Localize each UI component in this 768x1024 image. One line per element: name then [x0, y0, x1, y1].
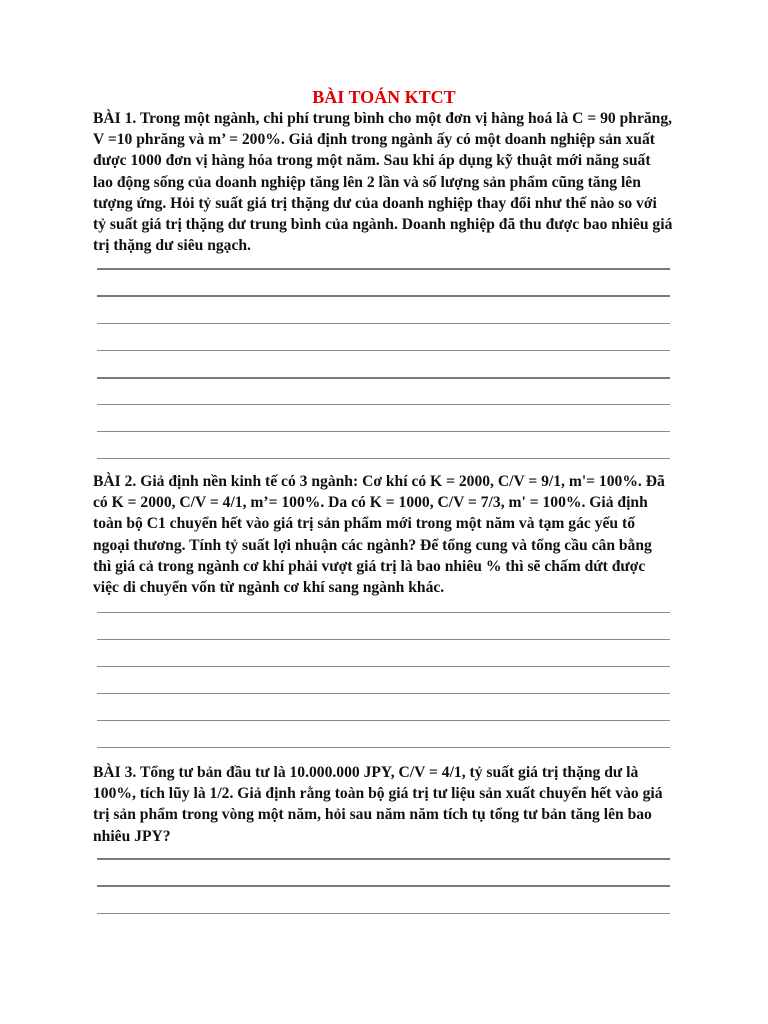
answer-line	[97, 639, 670, 640]
problem-3-text: BÀI 3. Tổng tư bản đầu tư là 10.000.000 JPY, C/V = 4/1, tỷ suất giá trị thặng dư là 100%, tích lũy là 1/2. Giả định rằng toàn bộ giá trị tư liệu sản xuất chuyển hết vào giá trị sản phẩm trong vòng một năm, hỏi sau năm năm tích tụ tổng tư bản tăng lên bao nhiêu JPY?	[93, 764, 663, 845]
answer-line	[97, 612, 670, 613]
answer-line	[97, 431, 670, 432]
answer-line	[97, 350, 670, 351]
problem-1-text: BÀI 1. Trong một ngành, chi phí trung bình cho một đơn vị hàng hoá là C = 90 phrăng, V =10 phrăng và m’ = 200%. Giả định trong ngành ấy có một doanh nghiệp sản xuất được 1000 đơn vị hàng hóa trong một năm. Sau khi áp dụng kỹ thuật mới năng suất lao động sống của doanh nghiệp tăng lên 2 lần và số lượng sản phẩm cũng tăng lên tượng ứng. Hỏi tỷ suất giá trị thặng dư của doanh nghiệp thay đổi như thế nào so với tỷ suất giá trị thặng dư trung bình của ngành. Doanh nghiệp đã thu được bao nhiêu giá trị thặng dư siêu ngạch.	[93, 110, 673, 255]
answer-line	[97, 913, 670, 914]
answer-line	[97, 747, 670, 748]
answer-line	[97, 295, 670, 297]
answer-line	[97, 858, 670, 860]
answer-line	[97, 885, 670, 887]
page-title: BÀI TOÁN KTCT	[312, 87, 456, 107]
answer-line	[97, 404, 670, 405]
answer-line	[97, 323, 670, 324]
answer-line	[97, 268, 670, 270]
answer-line	[97, 720, 670, 721]
answer-line	[97, 377, 670, 379]
answer-line	[97, 693, 670, 694]
problem-1-answer-lines	[97, 268, 670, 459]
answer-line	[97, 458, 670, 459]
problem-2-answer-lines	[97, 612, 670, 748]
problem-3-answer-lines	[97, 858, 670, 914]
answer-line	[97, 666, 670, 667]
problem-2-text: BÀI 2. Giả định nền kinh tế có 3 ngành: Cơ khí có K = 2000, C/V = 9/1, m'= 100%. Đã có K = 2000, C/V = 4/1, m’= 100%. Da có K = 1000, C/V = 7/3, m' = 100%. Giả định toàn bộ C1 chuyển hết vào giá trị sản phẩm mới trong một năm và tạm gác yếu tố ngoại thương. Tính tỷ suất lợi nhuận các ngành? Để tổng cung và tổng cầu cân bằng thì giá cả trong ngành cơ khí phải vượt giá trị là bao nhiêu % thì sẽ chấm dứt được việc di chuyển vốn từ ngành cơ khí sang ngành khác.	[93, 473, 665, 597]
